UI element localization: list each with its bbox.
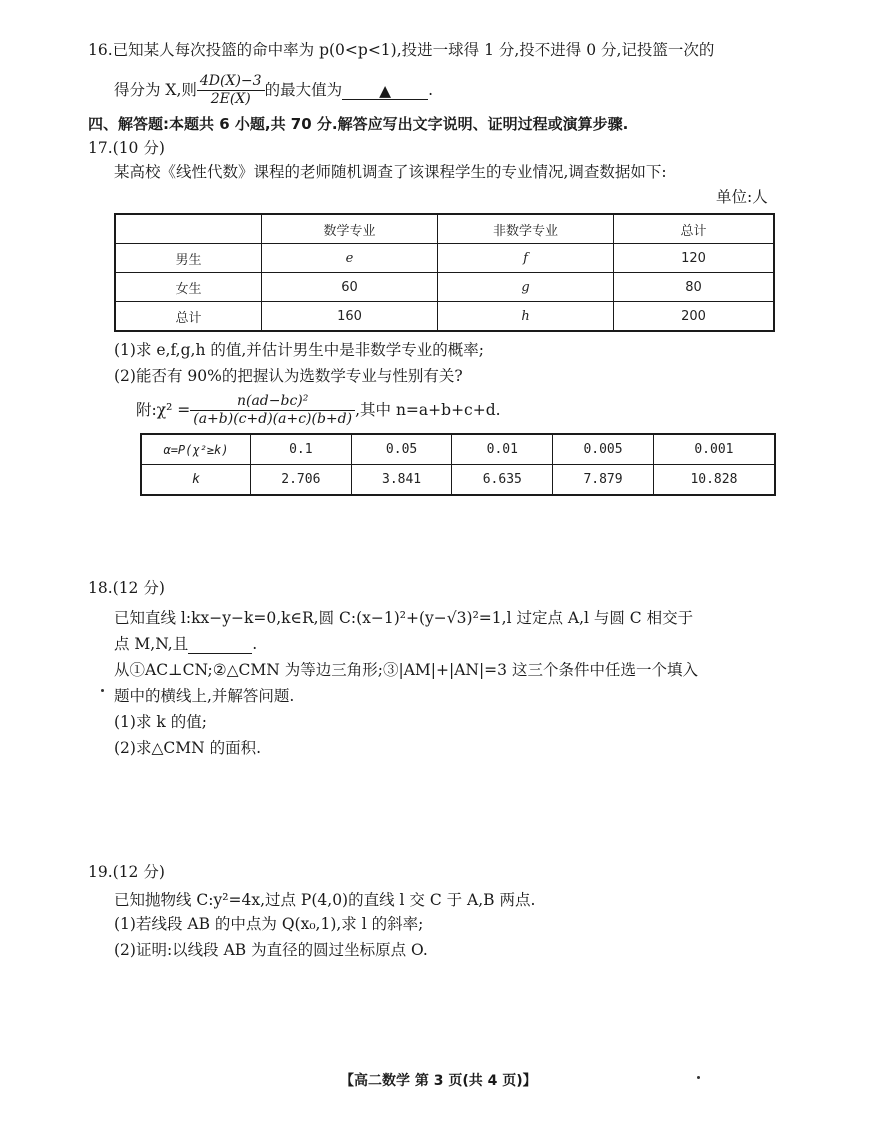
q16-line2-end: .: [428, 81, 434, 99]
q17-formula-suffix: ,其中 n=a+b+c+d.: [355, 401, 501, 419]
table-cell: 160: [262, 302, 438, 332]
q18-part1: (1)求 k 的值;: [114, 713, 207, 731]
table-cell: 7.879: [553, 465, 654, 496]
q19-part1: (1)若线段 AB 的中点为 Q(x₀,1),求 l 的斜率;: [114, 915, 424, 933]
scan-speck: [697, 1076, 700, 1079]
q16-line2-prefix: 得分为 X,则: [114, 81, 197, 99]
table-row: [141, 465, 775, 496]
q19-line1: 已知抛物线 C:y²=4x,过点 P(4,0)的直线 l 交 C 于 A,B 两点.: [114, 891, 536, 909]
table-cell: 10.828: [653, 465, 775, 496]
table-row: [115, 244, 774, 273]
q17-formula-numerator: n(ad−bc)²: [236, 392, 309, 409]
q17-intro: 某高校《线性代数》课程的老师随机调查了该课程学生的专业情况,调查数据如下:: [114, 163, 667, 181]
q17-formula-denominator: (a+b)(c+d)(a+c)(b+d): [190, 410, 355, 428]
table-header-cell: 总计: [614, 214, 775, 244]
q16-answer-blank: [342, 81, 428, 100]
q18-line1: 已知直线 l:kx−y−k=0,k∈R,圆 C:(x−1)²+(y−√3)²=1,l 过定点 A,l 与圆 C 相交于: [114, 609, 694, 627]
table-header-cell: 非数学专业: [438, 214, 614, 244]
table-cell: 0.005: [553, 434, 654, 465]
table-cell: 2.706: [251, 465, 352, 496]
q18-heading: 18.(12 分): [88, 579, 165, 597]
table-cell: 6.635: [452, 465, 553, 496]
table-row: [115, 302, 774, 332]
q17-formula-fraction: [190, 393, 355, 428]
table-header-row: [115, 214, 774, 244]
q17-formula: [136, 390, 501, 430]
table-cell: 0.001: [653, 434, 775, 465]
table-cell: 0.01: [452, 434, 553, 465]
table-cell: 总计: [115, 302, 262, 332]
q19-heading: 19.(12 分): [88, 863, 165, 881]
table-row: [141, 434, 775, 465]
q19-part2: (2)证明:以线段 AB 为直径的圆过坐标原点 O.: [114, 941, 428, 959]
q17-part1: (1)求 e,f,g,h 的值,并估计男生中是非数学专业的概率;: [114, 341, 485, 359]
table-cell: 0.05: [351, 434, 452, 465]
q18-line3: 从①AC⊥CN;②△CMN 为等边三角形;③|AM|+|AN|=3 这三个条件中任选一个填入: [114, 661, 698, 679]
table-cell: f: [438, 244, 614, 273]
q18-answer-blank: [188, 635, 252, 654]
q18-part2: (2)求△CMN 的面积.: [114, 739, 262, 757]
table-cell: k: [141, 465, 251, 496]
table-cell: α=P(χ²≥k): [141, 434, 251, 465]
q18-line2-end: .: [252, 635, 258, 653]
q17-formula-prefix: 附:χ² =: [136, 401, 191, 419]
q18-line4: 题中的横线上,并解答问题.: [114, 687, 295, 705]
table-cell: 60: [262, 273, 438, 302]
table-row: [115, 273, 774, 302]
q16-fraction-denominator: 2E(X): [197, 90, 265, 108]
table-cell: e: [262, 244, 438, 273]
q16-fraction: [197, 73, 265, 108]
table-cell: 男生: [115, 244, 262, 273]
q17-part2: (2)能否有 90%的把握认为选数学专业与性别有关?: [114, 367, 463, 385]
table-cell: g: [438, 273, 614, 302]
table-cell: 女生: [115, 273, 262, 302]
table-cell: 120: [614, 244, 775, 273]
scan-speck: [101, 689, 104, 692]
q16-line2-middle: 的最大值为: [264, 81, 343, 99]
table-cell: 200: [614, 302, 775, 332]
q17-unit: 单位:人: [716, 188, 768, 206]
table-header-cell: 数学专业: [262, 214, 438, 244]
section-4-heading: 四、解答题:本题共 6 小题,共 70 分.解答应写出文字说明、证明过程或演算步骤.: [88, 115, 629, 133]
table-header-cell: [115, 214, 262, 244]
table-cell: 0.1: [251, 434, 352, 465]
q17-critical-value-table: [140, 433, 776, 496]
q17-heading: 17.(10 分): [88, 139, 165, 157]
q17-survey-table: [114, 213, 775, 332]
q18-line2: [114, 634, 257, 654]
table-cell: 3.841: [351, 465, 452, 496]
q18-line2-prefix: 点 M,N,且: [114, 635, 189, 653]
table-cell: h: [438, 302, 614, 332]
q16-line1: 16.已知某人每次投篮的命中率为 p(0<p<1),投进一球得 1 分,投不进得 0 分,记投篮一次的: [88, 41, 715, 59]
page-footer: 【高二数学 第 3 页(共 4 页)】: [340, 1073, 537, 1089]
triangle-icon: ▲: [379, 81, 392, 100]
q16-line2: [114, 70, 433, 110]
table-cell: 80: [614, 273, 775, 302]
q16-fraction-numerator: 4D(X)−3: [199, 72, 262, 89]
